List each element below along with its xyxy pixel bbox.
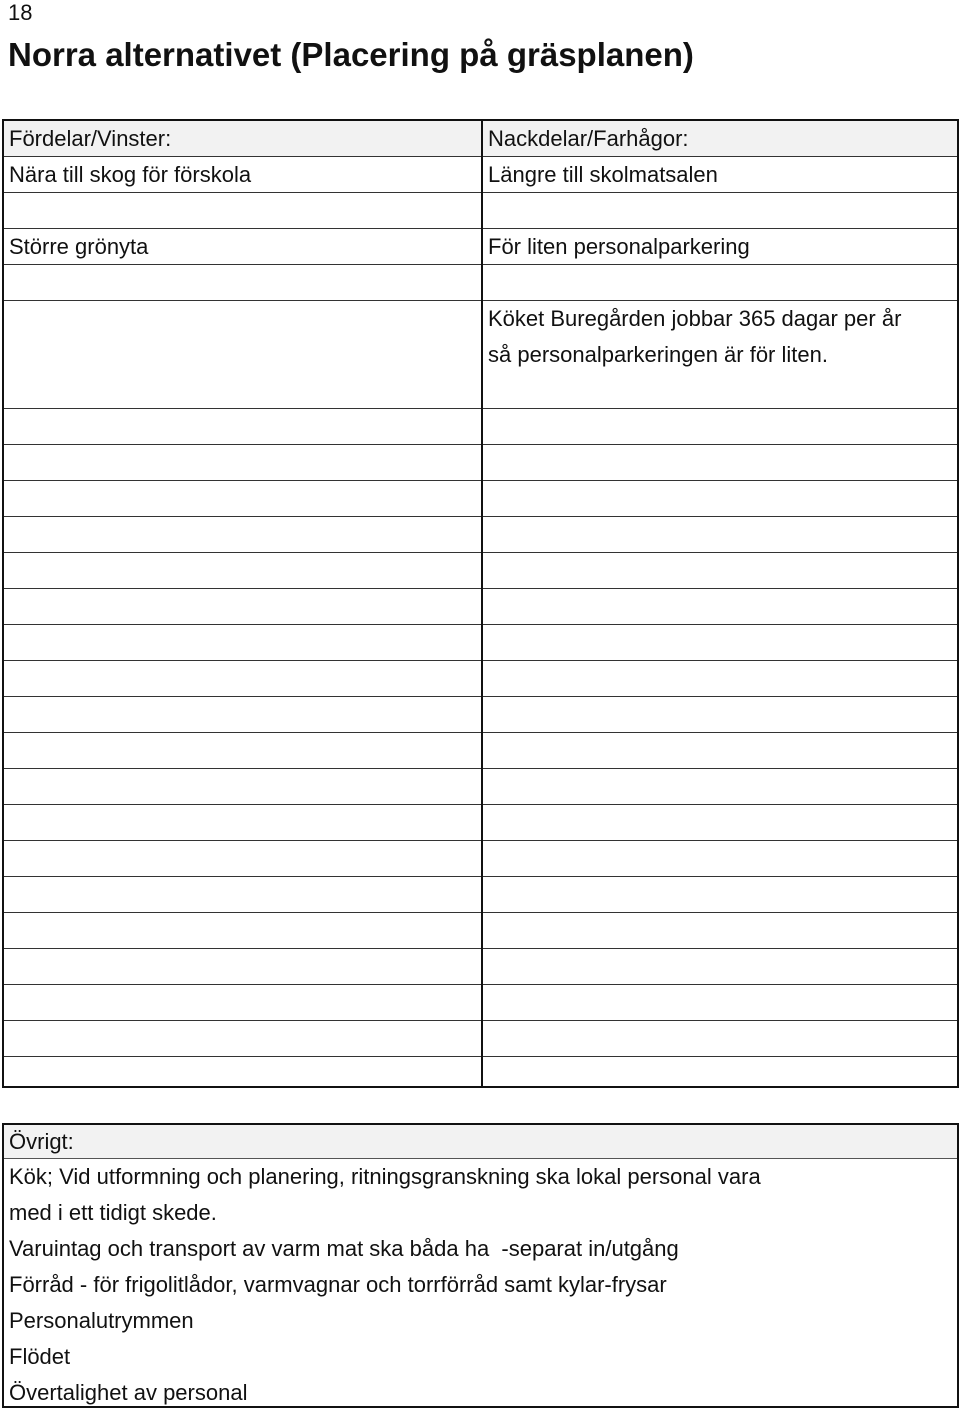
table-row xyxy=(4,625,481,661)
pros-header-row xyxy=(4,121,481,157)
table-row xyxy=(483,265,957,301)
table-row xyxy=(4,193,481,229)
pros-header: Fördelar/Vinster: xyxy=(9,126,172,151)
table-row xyxy=(483,409,957,445)
pros-item: Nära till skog för förskola xyxy=(9,162,252,187)
pros-cons-table xyxy=(2,119,959,1088)
table-row xyxy=(4,157,481,193)
table-row xyxy=(4,589,481,625)
table-row xyxy=(4,409,481,445)
table-row xyxy=(483,157,957,193)
table-row xyxy=(483,841,957,877)
table-row xyxy=(4,733,481,769)
table-row xyxy=(4,769,481,805)
table-row xyxy=(4,553,481,589)
note-line: Kök; Vid utformning och planering, ritningsgranskning ska lokal personal vara xyxy=(9,1164,761,1189)
table-row xyxy=(4,805,481,841)
table-row xyxy=(483,445,957,481)
table-row xyxy=(4,913,481,949)
table-row xyxy=(483,877,957,913)
table-row xyxy=(4,877,481,913)
table-row xyxy=(4,697,481,733)
table-row xyxy=(4,661,481,697)
table-row xyxy=(4,481,481,517)
table-row xyxy=(4,985,481,1021)
cons-item: För liten personalparkering xyxy=(488,234,750,259)
pros-column xyxy=(4,121,483,1086)
table-row xyxy=(483,949,957,985)
table-row xyxy=(4,301,481,409)
table-row xyxy=(4,1021,481,1057)
cons-column xyxy=(483,121,957,1086)
pros-item: Större grönyta xyxy=(9,234,149,259)
page-title: Norra alternativet (Placering på gräsplanen) xyxy=(8,36,694,73)
note-line: Varuintag och transport av varm mat ska båda ha -separat in/utgång xyxy=(9,1236,679,1261)
table-row xyxy=(483,733,957,769)
table-row xyxy=(483,985,957,1021)
table-row xyxy=(483,661,957,697)
table-row xyxy=(4,841,481,877)
table-row xyxy=(483,1021,957,1057)
other-header: Övrigt: xyxy=(9,1129,74,1154)
other-header-row xyxy=(4,1125,957,1159)
cons-header-row xyxy=(483,121,957,157)
cons-header: Nackdelar/Farhågor: xyxy=(488,126,689,151)
table-row xyxy=(4,949,481,985)
table-row xyxy=(483,301,957,409)
other-notes-lines xyxy=(9,1159,761,1411)
table-row xyxy=(4,517,481,553)
note-line: med i ett tidigt skede. xyxy=(9,1200,217,1225)
table-row xyxy=(4,229,481,265)
table-row xyxy=(483,193,957,229)
cons-item: Köket Buregården jobbar 365 dagar per år så personalparkeringen är för liten. xyxy=(488,306,902,367)
table-row xyxy=(483,553,957,589)
note-line: Flödet xyxy=(9,1344,71,1369)
table-row xyxy=(4,445,481,481)
table-row xyxy=(483,481,957,517)
table-row xyxy=(483,805,957,841)
table-row xyxy=(483,697,957,733)
cons-item: Längre till skolmatsalen xyxy=(488,162,718,187)
table-row xyxy=(483,589,957,625)
page-number: 18 xyxy=(8,0,33,25)
table-row xyxy=(483,913,957,949)
table-row xyxy=(483,625,957,661)
note-line: Personalutrymmen xyxy=(9,1308,194,1333)
table-row xyxy=(4,265,481,301)
note-line: Övertalighet av personal xyxy=(9,1380,248,1405)
table-row xyxy=(483,517,957,553)
note-line: Förråd - för frigolitlådor, varmvagnar och torrförråd samt kylar-frysar xyxy=(9,1272,667,1297)
other-notes-box xyxy=(2,1123,959,1408)
table-row xyxy=(483,769,957,805)
table-row xyxy=(483,229,957,265)
